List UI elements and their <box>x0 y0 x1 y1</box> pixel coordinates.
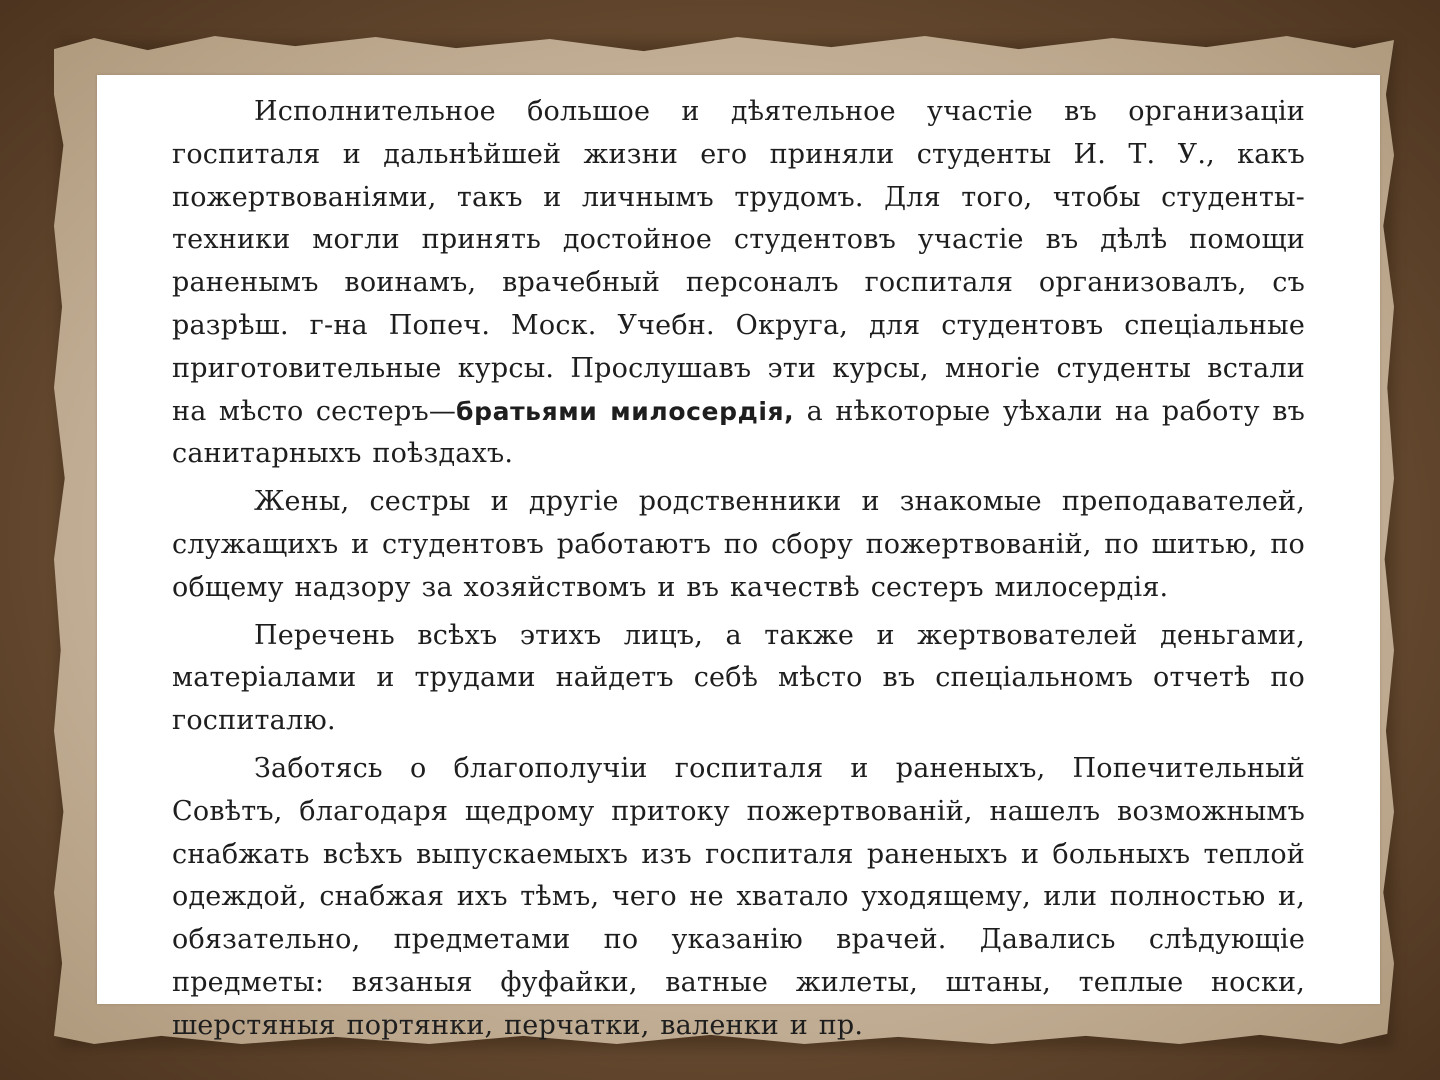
paragraph-1-tail: а нѣкоторые уѣхали на работу въ санитарныхъ поѣздахъ. <box>172 395 1305 470</box>
document-text <box>172 91 1305 1053</box>
document-page <box>97 75 1380 1041</box>
paragraph-4: Заботясь о благополучіи госпиталя и раненыхъ, Попечительный Совѣтъ, благодаря щедрому притоку пожертвованій, нашелъ возможнымъ снабжать всѣхъ выпускаемыхъ изъ госпиталя раненыхъ и больныхъ теплой одеждой, снабжая ихъ тѣмъ, чего не хватало уходящему, или полностью и, обязательно, предметами по указанію врачей. Давались слѣдующіе предметы: вязаныя фуфайки, ватные жилеты, штаны, теплые носки, шерстяныя портянки, перчатки, валенки и пр. <box>172 752 1305 1041</box>
paragraph-1-text: Исполнительное большое и дѣятельное участіе въ организаціи госпиталя и дальнѣйшей жизни его приняли студенты И. Т. У., какъ пожертвованіями, такъ и личнымъ трудомъ. Для того, чтобы студенты-техники могли принять достойное студентовъ участіе въ дѣлѣ помощи раненымъ воинамъ, врачебный персоналъ госпиталя организовалъ, съ разрѣш. г-на Попеч. Моск. Учебн. Округа, для студентовъ спеціальные приготовительные курсы. Прослушавъ эти курсы, многіе студенты встали на мѣсто сестеръ— <box>172 96 1305 427</box>
paragraph-2: Жены, сестры и другіе родственники и знакомые преподавателей, служащихъ и студентовъ работаютъ по сбору пожертвованій, по шитью, по общему надзору за хозяйствомъ и въ качествѣ сестеръ милосердія. <box>172 486 1305 603</box>
paragraph-3: Перечень всѣхъ этихъ лицъ, а также и жертвователей деньгами, матеріалами и трудами найдетъ себѣ мѣсто въ спеціальномъ отчетѣ по госпиталю. <box>172 619 1305 737</box>
paragraph-1-bold-phrase: братьями милосердія, <box>456 396 795 426</box>
paragraph-1 <box>172 91 1305 476</box>
